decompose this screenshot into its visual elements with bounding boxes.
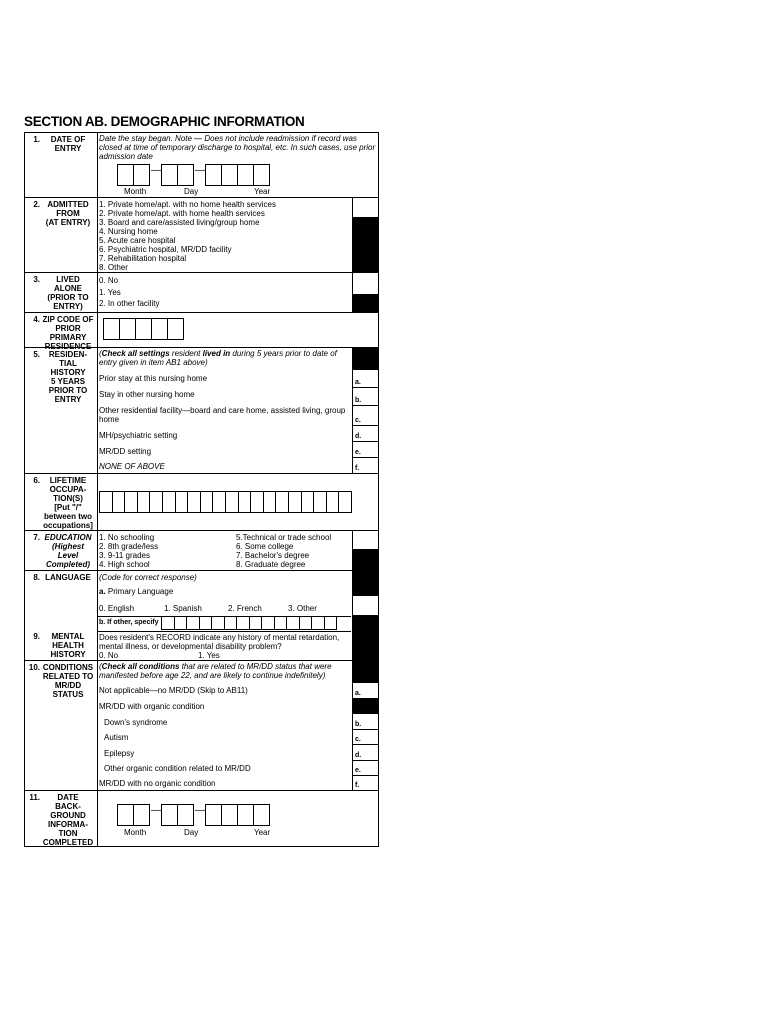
option-text: 0. No — [99, 276, 119, 285]
item-number: 1. — [33, 135, 40, 144]
item-label: ADMITTED FROM (AT ENTRY) — [45, 200, 91, 227]
option-text: 1. Yes — [99, 288, 121, 297]
option-text: 1. Private home/apt. with no home health services — [99, 200, 276, 209]
item-number: 6. — [33, 476, 40, 485]
item-label: RESIDEN- TIAL HISTORY 5 YEARS PRIOR TO ENTRY — [48, 350, 88, 404]
option-text: home — [99, 415, 120, 424]
option-text: 4. High school — [99, 560, 150, 569]
month-caption: Month — [124, 187, 147, 196]
item-ab11-date-background-completed — [25, 791, 378, 846]
item-label: DATE BACK- GROUND INFORMA- TION COMPLETED — [42, 793, 94, 847]
option-text: 3. Board and care/assisted living/group home — [99, 218, 260, 227]
item-ab5-residential-history — [25, 348, 378, 474]
section-title: SECTION AB. DEMOGRAPHIC INFORMATION — [24, 114, 305, 129]
code-shading — [352, 218, 379, 272]
option-text: 0. English — [99, 604, 135, 613]
option-text: 8. Other — [99, 263, 128, 272]
item-number: 3. — [33, 275, 40, 284]
date-separator: — — [151, 165, 161, 176]
checkbox-c[interactable]: c. — [352, 730, 379, 745]
other-language-label: b. If other, specify — [99, 619, 159, 626]
option-text: MR/DD with no organic condition — [99, 779, 216, 788]
month-field[interactable] — [118, 164, 150, 186]
item-ab10-mrdd-conditions — [25, 661, 378, 791]
day-field[interactable] — [162, 804, 194, 826]
option-text: 4. Nursing home — [99, 227, 158, 236]
checkbox-f[interactable]: f. — [352, 776, 379, 790]
item-ab7-education — [25, 531, 378, 571]
option-text: 1. Spanish — [164, 604, 202, 613]
option-text: 7. Bachelor's degree — [236, 551, 310, 560]
code-box[interactable] — [352, 198, 379, 218]
item-number: 11. — [29, 793, 40, 802]
item-number: 10. — [28, 663, 40, 672]
item-number: 2. — [33, 200, 40, 209]
instruction-text: (Code for correct response) — [99, 573, 197, 582]
option-text: 6. Psychiatric hospital, MR/DD facility — [99, 245, 232, 254]
option-text: Other organic condition related to MR/DD — [104, 764, 251, 773]
option-text: 6. Some college — [236, 542, 294, 551]
option-text: 2. In other facility — [99, 299, 160, 308]
demographic-form — [24, 132, 379, 847]
checkbox-a[interactable]: a. — [352, 683, 379, 699]
code-box[interactable] — [352, 596, 379, 616]
option-text: 3. 9-11 grades — [99, 551, 150, 560]
option-text: Other residential facility—board and care home, assisted living, group — [99, 406, 346, 415]
checkbox-f[interactable]: f. — [352, 458, 379, 473]
checkbox-e[interactable]: e. — [352, 761, 379, 776]
option-text: 5. Acute care hospital — [99, 236, 176, 245]
code-box[interactable] — [352, 273, 379, 294]
item-number: 9. — [33, 632, 40, 641]
item-number: 8. — [33, 573, 40, 582]
code-shading — [352, 294, 379, 312]
option-text: Down's syndrome — [104, 718, 168, 727]
option-text: Stay in other nursing home — [99, 390, 195, 399]
date-separator: — — [195, 805, 205, 816]
instruction-text: (Check all settings resident lived in during 5 years prior to date of — [99, 349, 337, 358]
option-text: 1. Yes — [198, 651, 220, 660]
item-ab6-lifetime-occupation — [25, 474, 378, 531]
checkbox-d[interactable]: d. — [352, 745, 379, 761]
item-number: 7. — [33, 533, 40, 542]
instruction-text: entry given in item AB1 above) — [99, 358, 208, 367]
option-text: 0. No — [99, 651, 119, 660]
primary-language-label: a. Primary Language — [99, 587, 174, 596]
option-text: Autism — [104, 733, 129, 742]
item-label: LANGUAGE — [45, 573, 91, 582]
item-label: LIVED ALONE (PRIOR TO ENTRY) — [47, 275, 89, 311]
code-box[interactable] — [352, 531, 379, 550]
checkbox-a[interactable]: a. — [352, 370, 379, 388]
item-ab3-lived-alone — [25, 273, 378, 313]
day-caption: Day — [184, 187, 199, 196]
option-text: 2. 8th grade/less — [99, 542, 159, 551]
checkbox-e[interactable]: e. — [352, 442, 379, 458]
option-text: MR/DD with organic condition — [99, 702, 205, 711]
code-shading — [352, 699, 379, 714]
month-field[interactable] — [118, 804, 150, 826]
item-ab1-date-of-entry — [25, 133, 378, 198]
occupation-field[interactable] — [100, 491, 352, 513]
item-label: ZIP CODE OF PRIOR PRIMARY RESIDENCE — [42, 315, 94, 351]
checkbox-b[interactable]: b. — [352, 714, 379, 730]
question-text: Does resident's RECORD indicate any history of mental retardation, — [99, 633, 340, 642]
option-text: 1. No schooling — [99, 533, 155, 542]
item-label: LIFETIME OCCUPA- TION(S) [Put "/" between two occupations] — [43, 476, 93, 530]
option-text: 7. Rehabilitation hospital — [99, 254, 187, 263]
code-shading — [352, 661, 379, 683]
option-text: MH/psychiatric setting — [99, 431, 178, 440]
option-text: Not applicable—no MR/DD (Skip to AB11) — [99, 686, 248, 695]
instruction-text: closed at time of temporary discharge to hospital, etc. In such cases, use prior — [99, 143, 376, 152]
option-text: 2. French — [228, 604, 262, 613]
item-label: EDUCATION (Highest Level Completed) — [44, 533, 92, 569]
item-ab2-admitted-from — [25, 198, 378, 273]
option-text: MR/DD setting — [99, 447, 152, 456]
zip-code-field[interactable] — [104, 318, 184, 340]
day-caption: Day — [184, 828, 199, 837]
checkbox-d[interactable]: d. — [352, 426, 379, 442]
option-text: Prior stay at this nursing home — [99, 374, 208, 383]
option-text: 2. Private home/apt. with home health services — [99, 209, 265, 218]
year-caption: Year — [254, 828, 271, 837]
code-shading — [352, 571, 379, 596]
option-text: 5.Technical or trade school — [236, 533, 332, 542]
item-label: CONDITIONS RELATED TO MR/DD STATUS — [42, 663, 94, 699]
item-label: MENTAL HEALTH HISTORY — [50, 632, 86, 659]
year-field[interactable] — [206, 804, 270, 826]
checkbox-b[interactable]: b. — [352, 388, 379, 406]
instruction-text: Date the stay began. Note — Does not include readmission if record was — [99, 134, 357, 143]
month-caption: Month — [124, 828, 147, 837]
option-text: Epilepsy — [104, 749, 135, 758]
item-ab9-mental-health-history — [25, 631, 378, 661]
option-text: NONE OF ABOVE — [99, 462, 165, 471]
option-text: 3. Other — [288, 604, 317, 613]
code-shading — [352, 550, 379, 570]
date-separator: — — [151, 805, 161, 816]
item-label: DATE OF ENTRY — [50, 135, 86, 153]
instruction-text: (Check all conditions that are related to MR/DD status that were — [99, 662, 332, 671]
date-separator: — — [195, 165, 205, 176]
code-shading — [352, 348, 379, 370]
item-number: 5. — [33, 350, 40, 359]
other-language-field[interactable] — [162, 616, 337, 630]
item-number: 4. — [33, 315, 40, 324]
instruction-text: admission date — [99, 152, 153, 161]
year-caption: Year — [254, 187, 271, 196]
question-text: mental illness, or developmental disability problem? — [99, 642, 282, 651]
option-text: 8. Graduate degree — [236, 560, 306, 569]
day-field[interactable] — [162, 164, 194, 186]
instruction-text: manifested before age 22, and are likely to continue indefinitely) — [99, 671, 326, 680]
checkbox-c[interactable]: c. — [352, 406, 379, 426]
item-ab4-zip-code — [25, 313, 378, 351]
year-field[interactable] — [206, 164, 270, 186]
